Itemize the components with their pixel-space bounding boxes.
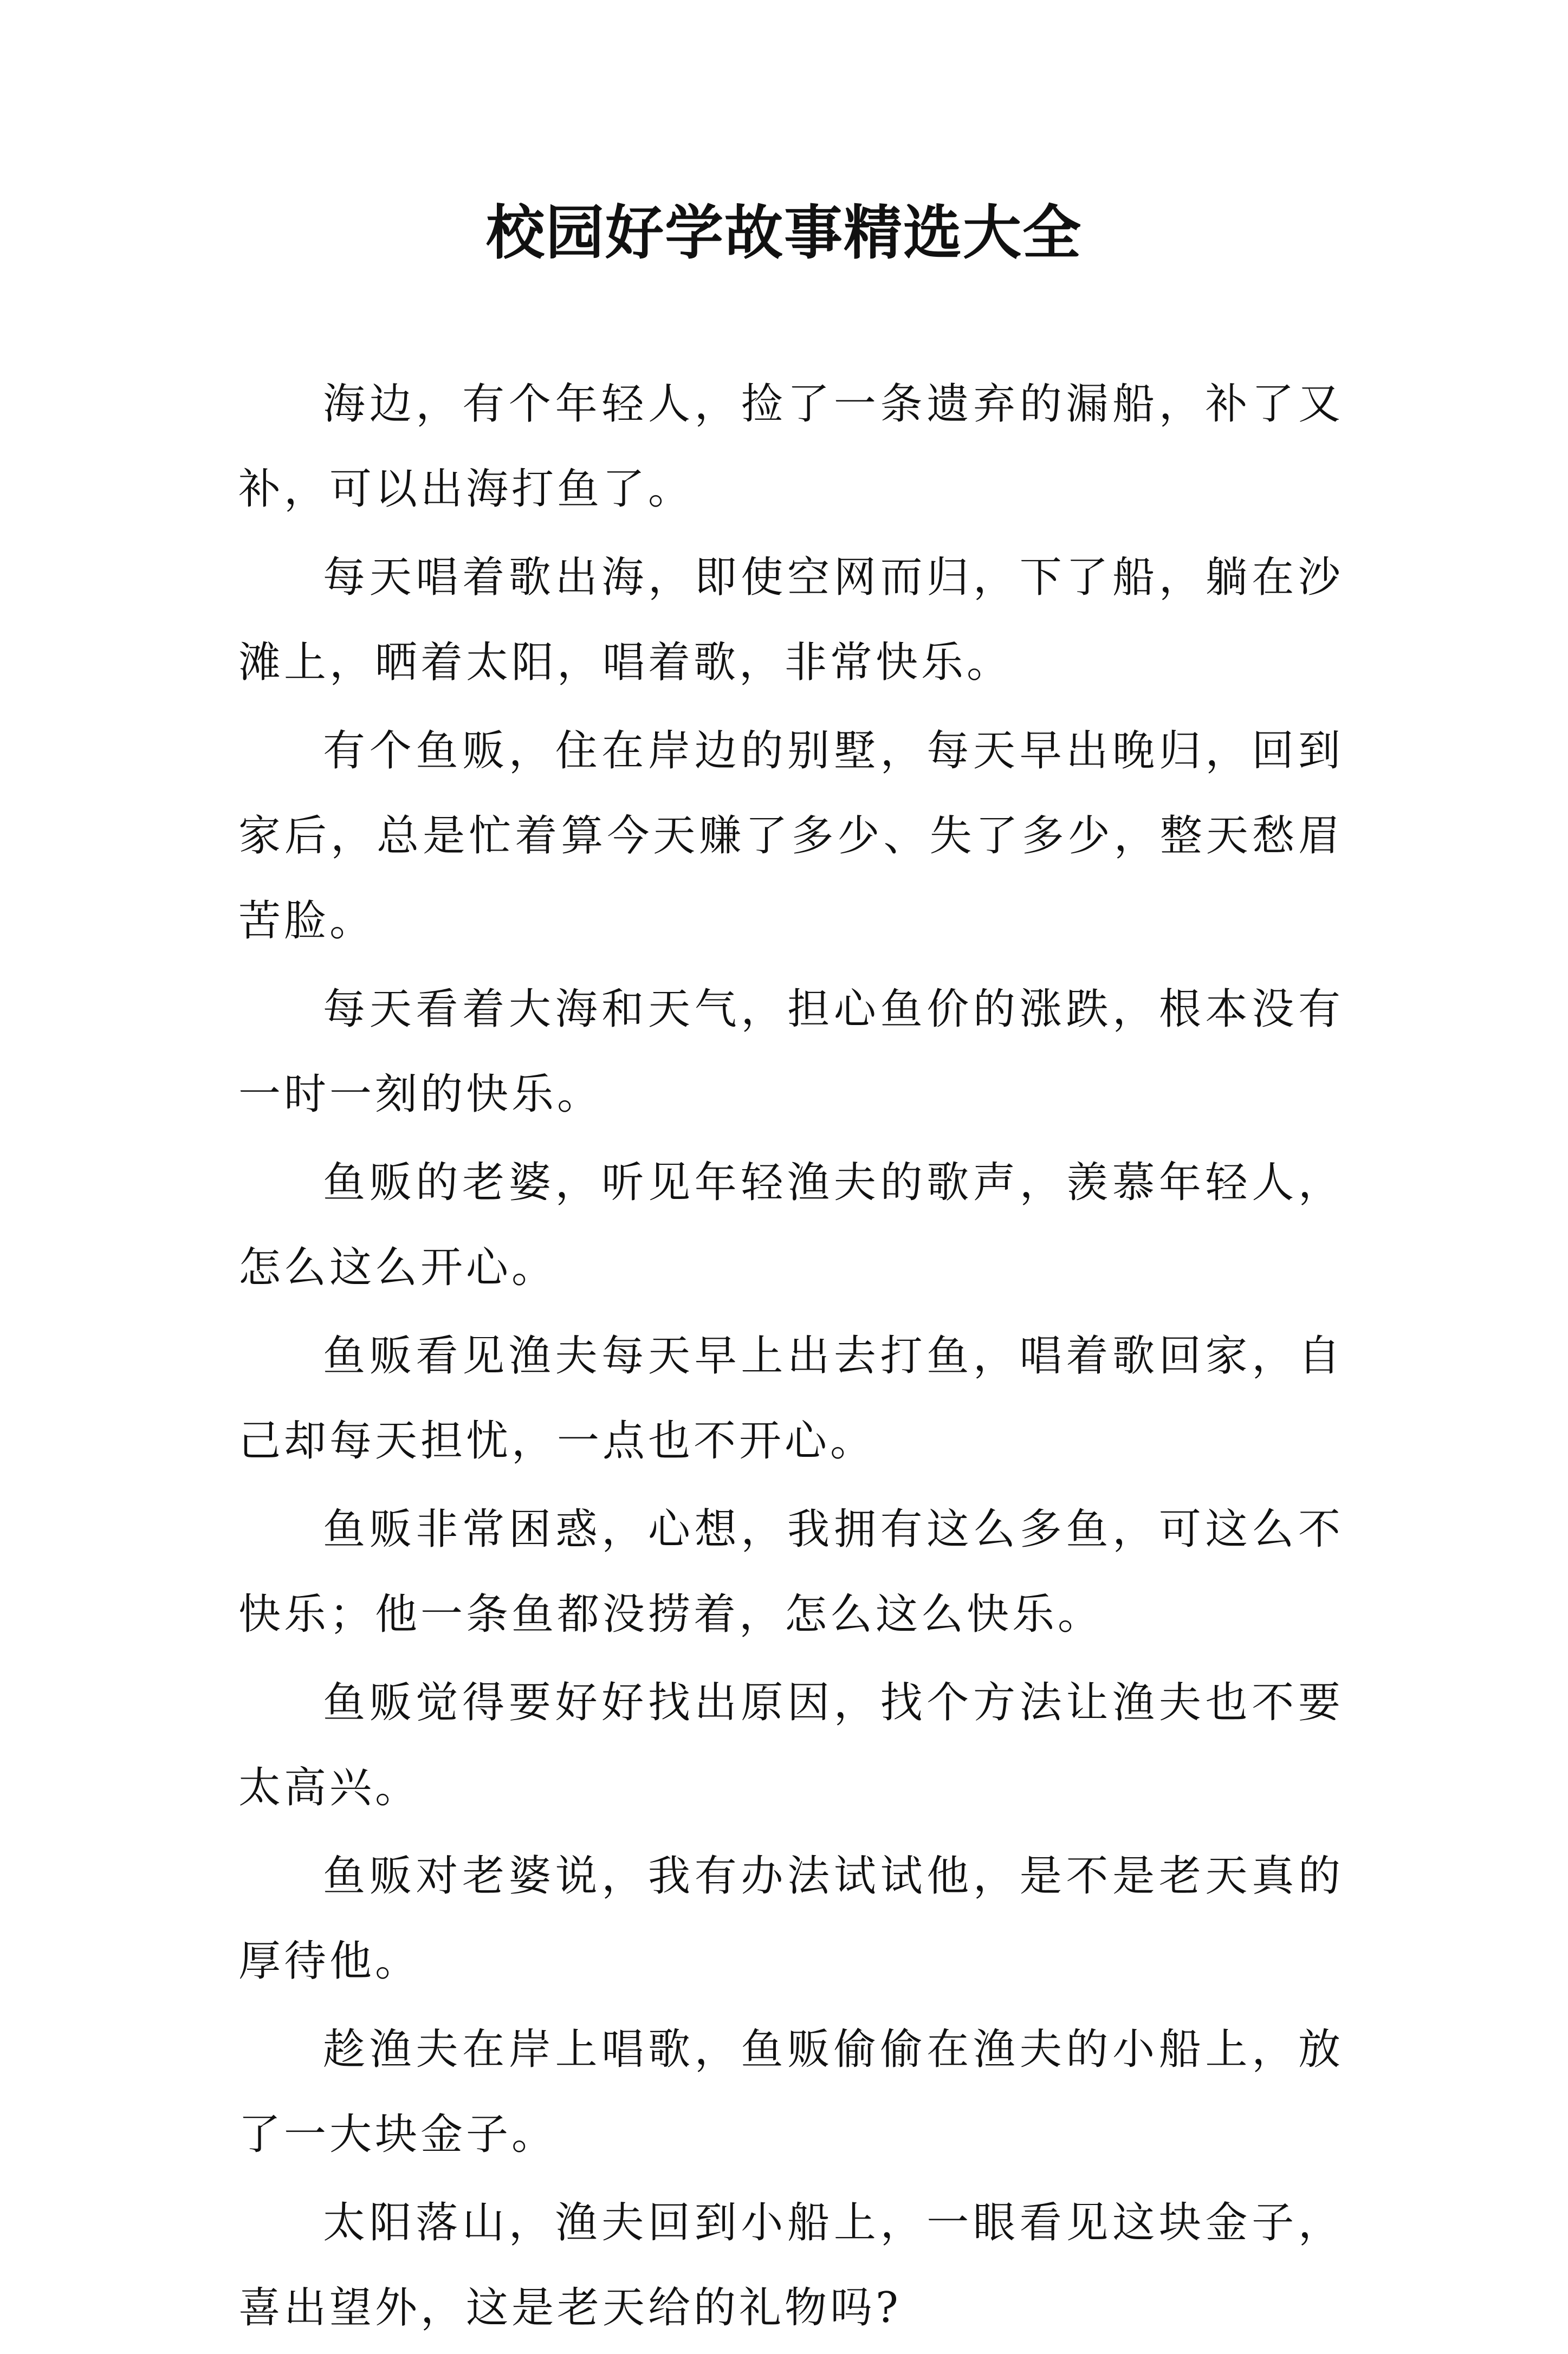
paragraph: 鱼贩看见渔夫每天早上出去打鱼，唱着歌回家，自己却每天担忧，一点也不开心。 xyxy=(238,1332,1344,1465)
paragraph: 海边，有个年轻人，捡了一条遗弃的漏船，补了又补，可以出海打鱼了。 xyxy=(238,380,1344,514)
paragraph: 鱼贩的老婆，听见年轻渔夫的歌声，羡慕年轻人，怎么这么开心。 xyxy=(238,1158,1344,1292)
paragraph: 有个鱼贩，住在岸边的别墅，每天早出晚归，回到家后，总是忙着算今天赚了多少、失了多少，整天愁眉苦脸。 xyxy=(238,727,1344,945)
document-title: 校园好学故事精选大全 xyxy=(485,199,1082,267)
paragraph: 趁渔夫在岸上唱歌，鱼贩偷偷在渔夫的小船上，放了一大块金子。 xyxy=(238,2025,1344,2159)
paragraph: 鱼贩非常困惑，心想，我拥有这么多鱼，可这么不快乐；他一条鱼都没捞着，怎么这么快乐。 xyxy=(238,1505,1344,1639)
document-body xyxy=(238,362,1344,2354)
paragraph: 鱼贩对老婆说，我有办法试试他，是不是老天真的厚待他。 xyxy=(238,1852,1344,1986)
paragraph: 每天看着大海和天气，担心鱼价的涨跌，根本没有一时一刻的快乐。 xyxy=(238,985,1344,1119)
paragraph: 鱼贩觉得要好好找出原因，找个方法让渔夫也不要太高兴。 xyxy=(238,1678,1344,1812)
paragraph: 太阳落山，渔夫回到小船上，一眼看见这块金子，喜出望外，这是老天给的礼物吗? xyxy=(238,2199,1344,2332)
paragraph: 每天唱着歌出海，即使空网而归，下了船，躺在沙滩上，晒着太阳，唱着歌，非常快乐。 xyxy=(238,553,1344,687)
